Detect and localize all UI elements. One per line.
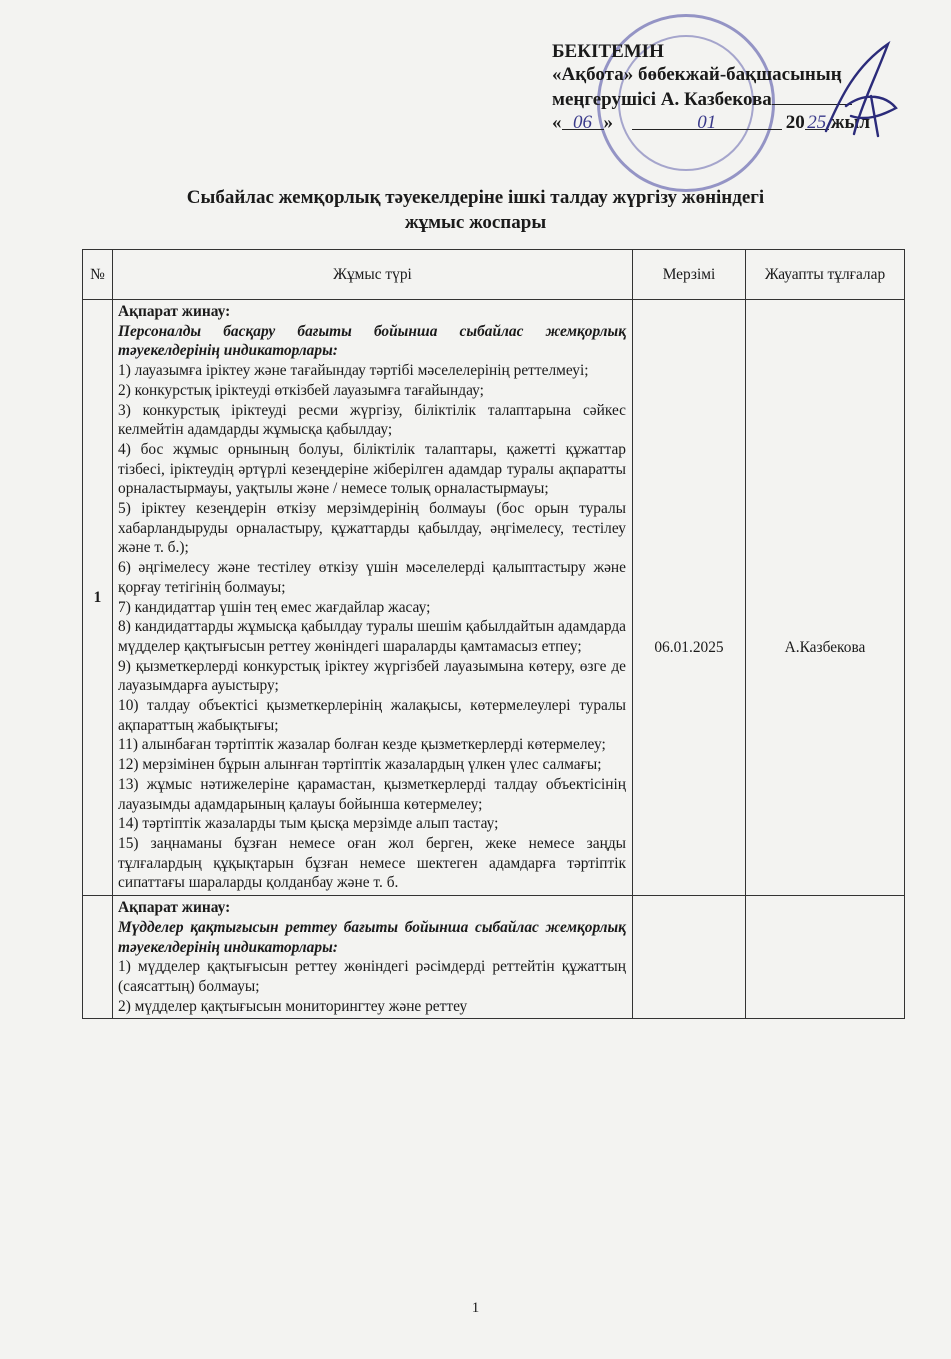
row-work-content: [113, 896, 633, 1019]
page-number: 1: [471, 1300, 480, 1316]
list-item: 11) алынбаған тәртіптік жазалар болған кезде қызметкерлерді көтермелеу;: [118, 736, 606, 754]
list-item: 14) тәртіптік жазаларды тым қысқа мерзімде алып тастау;: [118, 815, 499, 833]
list-item: 15) заңнаманы бұзған немесе оған жол берген, жеке немесе заңды тұлғалардың құқықтарын бұзған немесе шектеген адамдарға тәртіптік сипаттағы шараларды қолданбау және т. б.: [118, 834, 626, 892]
list-item: 13) жұмыс нәтижелеріне қарамастан, қызметкерлерді талдау объектісінің лауазымды адамдарының қалауы бойынша көтермелеу;: [118, 775, 626, 813]
signature-mark: [816, 36, 906, 146]
approval-date: « 06 » 01 20 25 жыл: [552, 112, 871, 133]
approval-organization: «Ақбота» бөбекжай-бақшасының: [552, 64, 842, 85]
document-title: [0, 185, 951, 235]
row-number: [83, 896, 113, 1019]
row-deadline: 06.01.2025: [633, 300, 746, 896]
row-responsible: А.Казбекова: [746, 300, 905, 896]
list-item: 10) талдау объектісі қызметкерлерінің жалақысы, көтермелеулері туралы ақпараттың жабықтығы;: [118, 697, 626, 734]
header-responsible: Жауапты тұлғалар: [746, 250, 905, 300]
title-line-1: Сыбайлас жемқорлық тәуекелдеріне ішкі талдау жүргізу жөніндегі: [186, 187, 765, 208]
row-subheading: Персоналды басқару бағыты бойынша сыбайлас жемқорлық тәуекелдерінің индикаторлары:: [118, 322, 626, 360]
title-line-2: жұмыс жоспары: [404, 212, 547, 233]
row-deadline: [633, 896, 746, 1019]
list-item: 9) қызметкерлерді конкурстық іріктеу жүргізбей лауазымына көтеру, өзге де лауазымдарға ауыстыру;: [118, 657, 626, 695]
list-item: 12) мерзімінен бұрын алынған тәртіптік жазалардың үлкен үлес салмағы;: [118, 756, 602, 774]
approval-head-name: меңгерушісі А. Казбекова: [552, 86, 912, 111]
approval-heading: БЕКІТЕМІН: [552, 41, 664, 62]
row-heading: Ақпарат жинау:: [118, 899, 231, 917]
list-item: 4) бос жұмыс орнының болуы, біліктілік талаптары, қажетті құжаттар тізбесі, іріктеудің әртүрлі кезеңдеріне жіберілген адамдар туралы ақпаратты орналастырмауы, уақтылы және / немесе толық орналастырмауы;: [118, 440, 626, 498]
header-deadline: Мерзімі: [633, 250, 746, 300]
row-responsible: [746, 896, 905, 1019]
row-heading: Ақпарат жинау:: [118, 303, 231, 320]
list-item: 8) кандидаттарды жұмысқа қабылдау туралы шешім қабылдайтын адамдарда мүдделер қақтығысын реттеу жөніндегі шараларды қамтамасыз етпеу;: [118, 618, 626, 655]
list-item: 1) мүдделер қақтығысын реттеу жөніндегі рәсімдерді реттейтін құжаттың (саясаттың) болмауы;: [118, 958, 626, 995]
list-item: 3) конкурстық іріктеуді ресми жүргізу, біліктілік талаптарына сәйкес келмейтін адамдарды жұмысқа қабылдау;: [118, 401, 626, 439]
row-work-content: [113, 300, 633, 896]
list-item: 5) іріктеу кезеңдерін өткізу мерзімдерінің болмауы (бос орын туралы хабарландыруды орналастыру, құжаттарды қабылдау, әңгімелесу, тестілеу және т. б.);: [118, 500, 626, 557]
table-header-row: [83, 250, 905, 300]
list-item: 2) мүдделер қақтығысын мониторингтеу және реттеу: [118, 997, 468, 1015]
list-item: 6) әңгімелесу және тестілеу өткізу үшін мәселелерді қалыптастыру және қорғау тетігінің болмауы;: [118, 559, 626, 596]
row-subheading: Мүдделер қақтығысын реттеу бағыты бойынша сыбайлас жемқорлық тәуекелдерінің индикаторлары:: [118, 918, 626, 956]
row-number: 1: [83, 300, 113, 896]
header-work-type: Жұмыс түрі: [113, 250, 633, 300]
list-item: 2) конкурстық іріктеуді өткізбей лауазымға тағайындау;: [118, 381, 484, 399]
header-number: №: [83, 250, 113, 300]
list-item: 7) кандидаттар үшін тең емес жағдайлар жасау;: [118, 598, 431, 616]
table-row: [83, 896, 905, 1019]
work-plan-table: [82, 249, 905, 1019]
list-item: 1) лауазымға іріктеу және тағайындау тәртібі мәселелерінің реттелмеуі;: [118, 362, 589, 380]
table-row: [83, 300, 905, 896]
